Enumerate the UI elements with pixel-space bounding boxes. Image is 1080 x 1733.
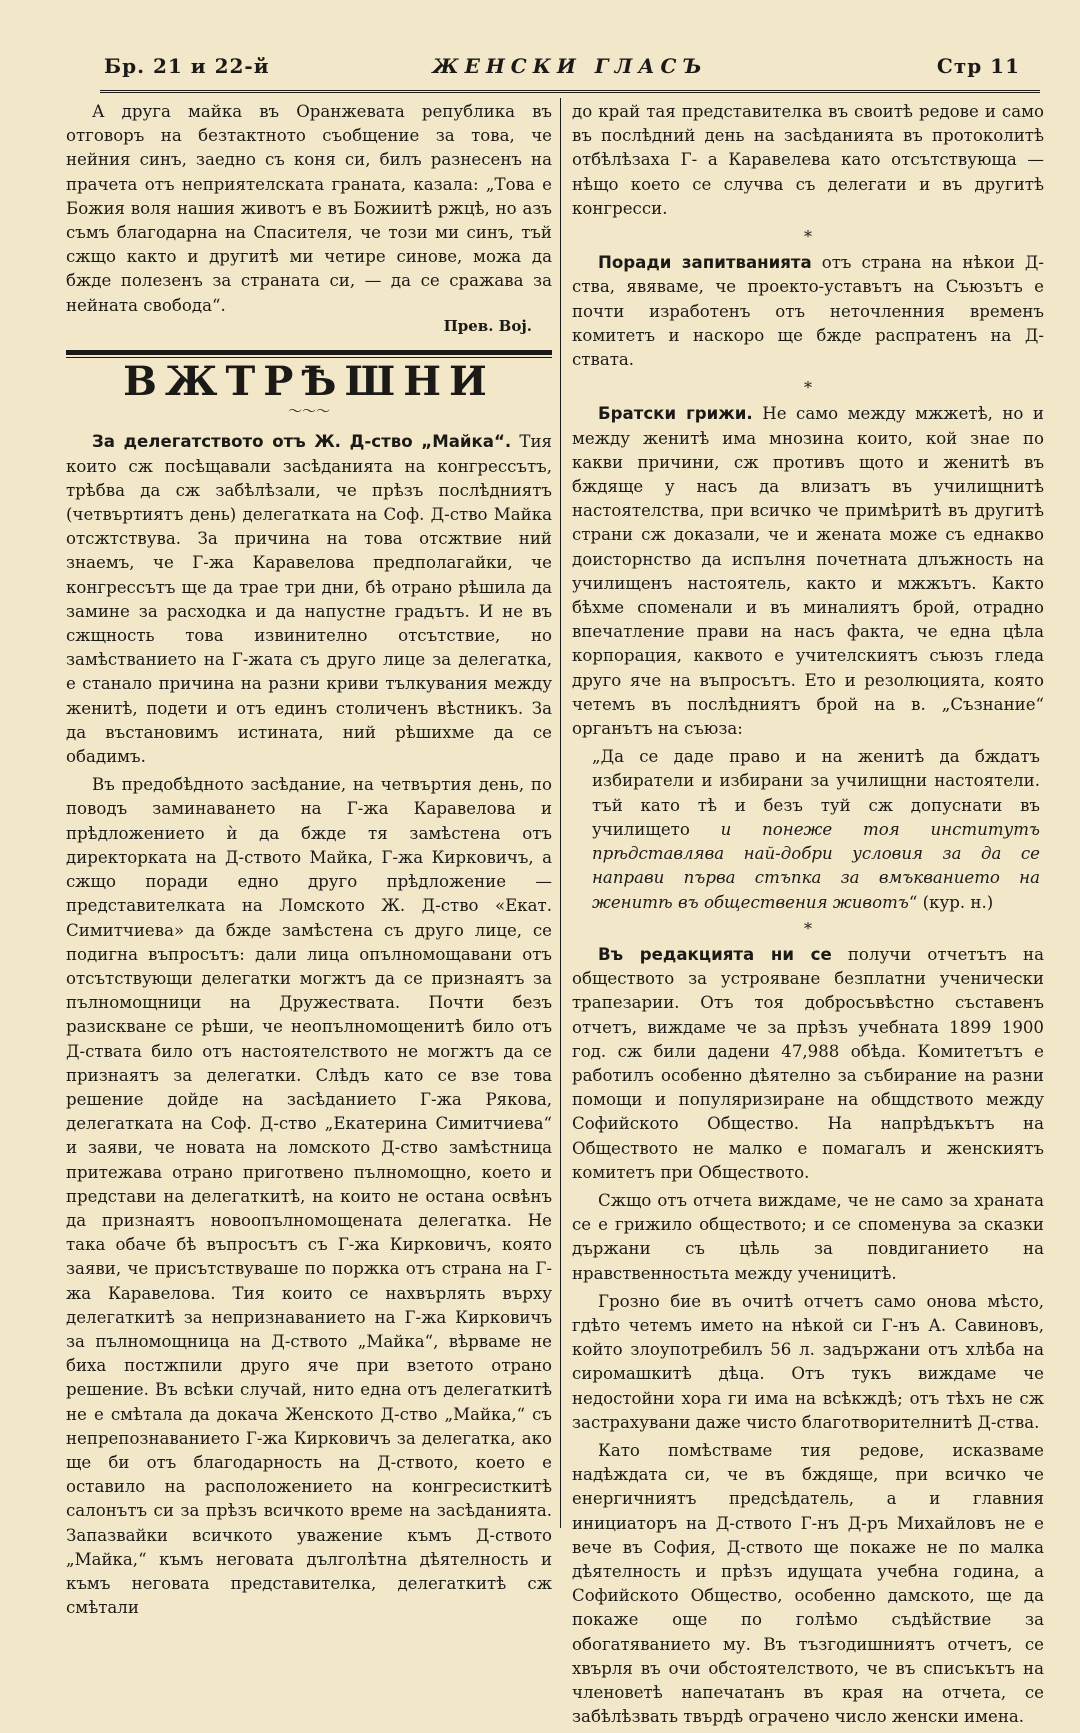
article-report-p4: Като помѣстваме тия редове, исказваме надѣждата си, че въ бждяще, при всичко че енергичниятъ предсѣдатель, а и главния инициаторъ на Д-ството Г-нъ Д-ръ Михайловъ не е вече въ София, Д-ството ще покаже не по малка дѣятелность и прѣзъ идущата учебна година, а Софийското Общество, особенно дамското, ще да покаже още по голѣмо съдѣйствие за обогатяванието му. Въ тъзгодишниятъ отчетъ, се хвърля въ очи обстоятелството, че въ списъкътъ на членоветѣ напечатанъ въ края на отчета, се забѣлѣзвать твърдѣ ограчено число женски имена. xyxy=(572,1440,1044,1727)
decorative-wave: ～～～ xyxy=(288,404,330,421)
article-report-p1 xyxy=(572,943,1044,1185)
article-report-lead: Въ редакцията ни се xyxy=(598,944,832,964)
article-delegation-p2: Въ предобѣдното засѣдание, на четвъртия день, по поводъ заминаването на Г-жа Каравелова и прѣдложението ѝ да бжде тя замѣстена отъ директорката на Д-ството Майка, Г-жа Кирковичъ, а сжщо поради едно друго прѣдложение — представителката на Ломското Ж. Д-ство «Екат. Симитчиева» да бжде замѣстена съ друго лице, се подигна въпросътъ: дали лица опълномощавани отъ отсътствующи делегатки могжтъ да се признаятъ за пълномощници на Дружествата. Почти безъ разискване се рѣши, че неопълномощенитѣ било отъ Д-ствата било отъ настоятелството не могжтъ да се признаятъ за делегатки. Слѣдъ като се взе това решение дойде на засѣданието Г-жа Рякова, делегатката на Соф. Д-ство „Екатерина Симитчиева“ и заяви, че новата на ломското Д-ство замѣстница притежава отрано приготвено пълномощно, което и представи на делегаткитѣ, на които не остана освѣнъ да признаятъ новоопълномощената делегатка. Не така обаче бѣ въпросътъ съ Г-жа Кирковичъ, която заяви, че присътствуваше по поржка отъ страна на Г-жа Каравелова. Тия които се нахвърлять върху делегаткитѣ за непризнаванието на Г-жа Кирковичъ за пълномощница на Д-ството „Майка“, вѣрваме не биха постжпили друго яче при взетото отрано решение. Въ всѣки случай, нито една отъ делегаткитѣ не е смѣтала да докача Женското Д-ство „Майка,“ съ непрепознаванието Г-жа Кирковичъ за делегатка, ако ще би отъ благодарность на Д-ството, което е оставило на расположението на конгресисткитѣ салонътъ си за прѣзъ всичкото време на засѣданията. Запазвайки всичкото уважение къмъ Д-ството „Майка,“ къмъ неговата дълголѣтна дѣятелность и къмъ неговата представителка, делегаткитѣ сж смѣтали xyxy=(66,775,552,1618)
article-report-p3: Грозно бие въ очитѣ отчетъ само онова мѣсто, гдѣто четемъ името на нѣкой си Г-нъ А. Савиновъ, който злоупотребилъ 56 л. задържани отъ хлѣба на сиромашкитѣ дѣца. Отъ тукъ виждаме че недостойни хора ги има на всѣкждѣ; отъ тѣхъ не сж застрахувани даже чисто благотворителнитѣ Д-ства. xyxy=(572,1291,1044,1432)
issue-number: Бр. 21 и 22-й xyxy=(104,54,270,78)
intro-paragraph: А друга майка въ Оранжевата република въ отговоръ на безтактното съобщение за това, че нейния синъ, заедно съ коня си, билъ разнесенъ на прачета отъ неприятелската граната, казала: „Това е Божия воля нашия животъ е въ Божиитѣ ржцѣ, но азъ съмъ благодарна на Спасителя, че този ми синъ, тъй сжщо както и другитѣ ми четире синове, можа да бжде полезенъ за страната си, — да се сражава за нейната свобода“. xyxy=(66,102,552,315)
article-delegation-p1 xyxy=(66,430,552,769)
article-inquiries-lead: Поради запитванията xyxy=(598,253,812,273)
article-inquiries xyxy=(572,251,1044,372)
separator-star-1: * xyxy=(804,227,812,247)
newspaper-title: ЖЕНСКИ ГЛАСЪ xyxy=(432,54,708,78)
section-rule-thick xyxy=(66,350,552,355)
page-number: Стр 11 xyxy=(936,54,1020,78)
article-report-p2: Сжщо отъ отчета виждаме, че не само за храната се е грижило обществото; и се споменува за сказки държани съ цѣль за повдиганието на нравственностьта между ученицитѣ. xyxy=(572,1190,1044,1283)
resolution-quote-end: “ (кур. н.) xyxy=(908,892,994,912)
translator-signature: Прев. Воj. xyxy=(443,316,532,335)
resolution-quote-plain: „Да се даде право и на женитѣ да бждатъ избиратели и избирани за училищни настоятели. тъй като тѣ и безъ туй сж допуснати въ училището xyxy=(592,747,1040,839)
column-divider xyxy=(560,98,561,1528)
left-column xyxy=(66,100,552,1624)
article-delegation-lead: За делегатството отъ Ж. Д-ство „Майка“. xyxy=(92,432,512,452)
separator-star-3: * xyxy=(804,918,812,938)
right-column xyxy=(572,100,1044,1733)
section-title: ВЖТРѢШНИ xyxy=(123,358,495,406)
continued-paragraph: до край тая представителка въ своитѣ редове и само въ послѣдний день на засѣданията въ протоколитѣ отбѣлѣзаха Г- а Каравелева като отсътствующа — нѣщо което се случва съ делегати и въ другитѣ конгресси. xyxy=(572,102,1044,218)
page-header xyxy=(100,50,1040,93)
separator-star-2: * xyxy=(804,378,812,398)
article-brotherly-care-text: Не само между мжжетѣ, но и между женитѣ има мнозина които, кой знае по какви причини, сж противъ щото и женитѣ въ бждяще у насъ да влизатъ въ училищнитѣ настоятелства, при всичко че примѣритѣ въ другитѣ страни сж доказали, че и жената може съ еднакво доисторнство да испълня почетната длъжность на училищенъ настоятель, както и мжжътъ. Както бѣхме споменали и въ миналиятъ брой, отрадно впечатление прави на насъ факта, че една цѣла корпорация, каквото е учителскиятъ съюзъ гледа друго яче на въпросътъ. Ето и резолюцията, която четемъ въ послѣдниятъ брой на в. „Съзнание“ органътъ на съюза: xyxy=(572,404,1044,739)
article-brotherly-care-lead: Братски грижи. xyxy=(598,404,753,424)
article-inquiries-text: отъ страна на нѣкои Д-ства, явяваме, че проекто-уставътъ на Съюзътъ е почти изработенъ отъ неточленния временъ комитетъ и наскоро ще бжде распратенъ на Д-ствата. xyxy=(572,253,1044,370)
resolution-quote xyxy=(592,745,1040,914)
article-brotherly-care xyxy=(572,402,1044,741)
resolution-quote-italic: и понеже тоя институтъ прѣдставлява най-добри условия за да се направи първа стъпка за вмъкванието на женитѣ въ обществения животъ xyxy=(592,819,1040,912)
article-delegation-text: Тия които сж посѣщавали засѣданията на конгрессътъ, трѣбва да сж забѣлѣзали, че прѣзъ послѣдниятъ (четвъртиятъ день) делегатката на Соф. Д-ство Майка отсжтствува. За причина на това отсжтвие ний знаемъ, че Г-жа Каравелова предполагайки, че конгрессътъ ще да трае три дни, бѣ отрано рѣшила да замине за расходка и да напустне градътъ. И не въ сжщность това извинително отсътствие, но замѣстванието на Г-жата съ друго лице за делегатка, е станало причина на разни криви тълкувания между женитѣ, подети и отъ единъ столиченъ вѣстникъ. За да въстановимъ истината, ний рѣшихме да се обадимъ. xyxy=(66,432,552,767)
article-report-text: получи отчетътъ на обществото за устрояване безплатни ученически трапезарии. Отъ тоя добросъвѣстно съставенъ отчетъ, виждаме че за прѣзъ учебната 1899 1900 год. сж били дадени 47,988 обѣда. Комитетътъ е работилъ особенно дѣятелно за събирание на разни помощи и популяризиране на общдството между Софийското Общество. На напрѣдъкътъ на Обществото не малко е помагалъ и женскиятъ комитетъ при Обществото. xyxy=(572,944,1044,1182)
